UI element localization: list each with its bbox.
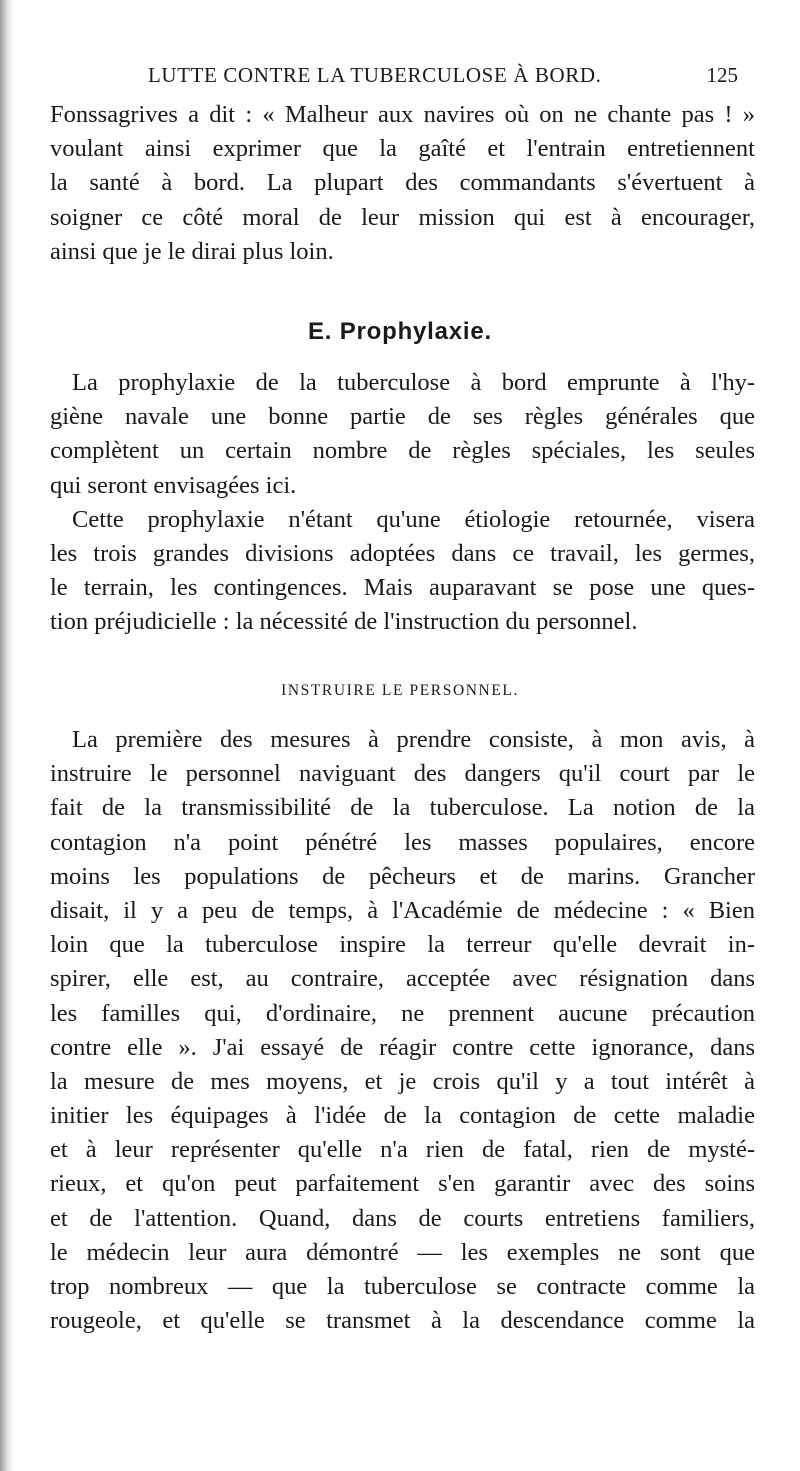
page-gutter-shadow [0, 0, 14, 1471]
text-line: le terrain, les contingences. Mais auparavant se pose une ques- [50, 574, 755, 602]
text-line: et à leur représenter qu'elle n'a rien de fatal, rien de mysté- [50, 1136, 755, 1164]
text-line: trop nombreux — que la tuberculose se contracte comme la [50, 1273, 755, 1300]
text-line: instruire le personnel naviguant des dangers qu'il court par le [50, 760, 755, 788]
text-line: La première des mesures à prendre consiste, à mon avis, à [72, 726, 755, 753]
text-line: Cette prophylaxie n'étant qu'une étiologie retournée, visera [72, 505, 755, 533]
text-line: voulant ainsi exprimer que la gaîté et l'entrain entretiennent [50, 135, 755, 163]
text-line: complètent un certain nombre de règles spéciales, les seules [50, 437, 755, 465]
paragraph-prophylaxie [50, 366, 755, 640]
subsection-heading: INSTRUIRE LE PERSONNEL. [281, 682, 519, 699]
text-line: spirer, elle est, au contraire, acceptée avec résignation dans [50, 965, 755, 993]
section-heading: E. Prophylaxie. [307, 318, 493, 345]
text-line: giène navale une bonne partie de ses règles générales que [50, 403, 755, 431]
text-line: contagion n'a point pénétré les masses populaires, encore [50, 828, 755, 856]
text-line: et de l'attention. Quand, dans de courts entretiens familiers, [50, 1204, 755, 1232]
text-line: fait de la transmissibilité de la tuberculose. La notion de la [50, 794, 755, 822]
text-line: tion préjudicielle : la nécessité de l'instruction du personnel. [50, 608, 638, 636]
text-line: disait, il y a peu de temps, à l'Académie de médecine : « Bien [50, 896, 755, 924]
text-line: Fonssagrives a dit : « Malheur aux navires où on ne chante pas ! » [50, 101, 755, 128]
text-line: le médecin leur aura démontré — les exemples ne sont que [50, 1238, 755, 1266]
text-line: moins les populations de pêcheurs et de marins. Grancher [50, 862, 755, 890]
paragraph-instruire [50, 723, 755, 1338]
page-number: 125 [706, 63, 738, 87]
text-line: La prophylaxie de la tuberculose à bord emprunte à l'hy- [72, 369, 755, 396]
text-line: qui seront envisagées ici. [50, 471, 297, 499]
text-line: initier les équipages à l'idée de la contagion de cette maladie [50, 1102, 755, 1130]
text-line: ainsi que je le dirai plus loin. [50, 237, 334, 265]
page-header [148, 63, 738, 93]
text-line: la santé à bord. La plupart des commandants s'évertuent à [50, 169, 755, 197]
text-line: contre elle ». J'ai essayé de réagir contre cette ignorance, dans [50, 1033, 755, 1061]
paragraph-fonssagrives [50, 98, 755, 269]
text-line: rieux, et qu'on peut parfaitement s'en garantir avec des soins [50, 1170, 755, 1198]
text-line: les trois grandes divisions adoptées dans ce travail, les germes, [50, 539, 755, 567]
text-line: rougeole, et qu'elle se transmet à la descendance comme la [50, 1307, 755, 1335]
text-line: la mesure de mes moyens, et je crois qu'il y a tout intérêt à [50, 1067, 755, 1095]
text-line: soigner ce côté moral de leur mission qui est à encourager, [50, 203, 755, 231]
text-line: loin que la tuberculose inspire la terreur qu'elle devrait in- [50, 931, 755, 959]
running-head: LUTTE CONTRE LA TUBERCULOSE À BORD. [148, 63, 602, 87]
text-line: les familles qui, d'ordinaire, ne prennent aucune précaution [50, 999, 755, 1027]
